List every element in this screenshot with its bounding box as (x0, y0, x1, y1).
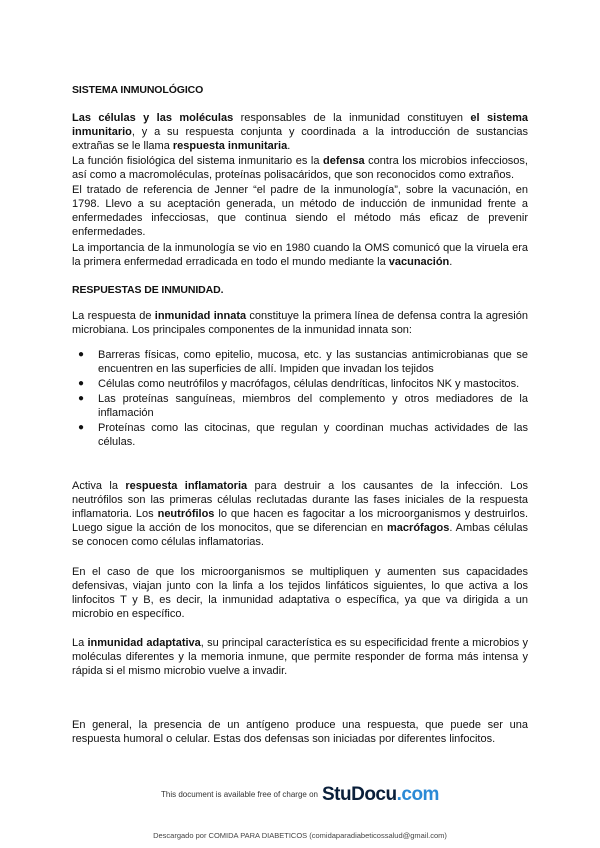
studocu-logo[interactable] (322, 784, 439, 805)
text-run: La (72, 637, 88, 649)
text-run: . (287, 140, 291, 152)
text-run: , y a su respuesta conjunta y coordinada a la introducción de sustancias extrañas se le llama (72, 126, 528, 152)
bold-term: neutrófilos (157, 508, 215, 520)
section-heading-respuestas: RESPUESTAS DE INMUNIDAD. (72, 284, 224, 296)
inflammatory-paragraph (72, 479, 528, 549)
list-item-text: Proteínas como las citocinas, que regulan y coordinan muchas actividades de las células. (98, 422, 528, 448)
text-run: lo que hacen es fagocitar a los microorganismos y destruirlos. Luego sigue la acción de los monocitos, que se diferencian en (72, 508, 529, 534)
logo-text: StuDocu (322, 784, 397, 805)
bold-term: inmunidad adaptativa (87, 637, 201, 649)
adaptive-paragraph (72, 636, 528, 678)
bullet-icon: ● (78, 378, 85, 389)
text-run: . (449, 256, 453, 268)
text-run: , su principal característica es su especificidad frente a microbios y moléculas diferentes y la memoria inmune, que permite responder de forma más intensa y rápida si el mismo microbio vuelve a invadir. (72, 637, 528, 677)
text-run: . Ambas células se conocen como células inflamatorias. (72, 522, 528, 548)
text-run: constituye la primera línea de defensa contra la agresión microbiana. Los principales componentes de la inmunidad innata son: (72, 310, 528, 336)
bold-term: el sistema inmunitario (72, 112, 528, 138)
bold-term: respuesta inflamatoria (125, 480, 248, 492)
list-item-text: Las proteínas sanguíneas, miembros del complemento y otros mediadores de la inflamación (98, 393, 528, 419)
bold-term: respuesta inmunitaria (172, 140, 288, 152)
innate-paragraph (72, 309, 528, 337)
logo-suffix: .com (396, 784, 439, 805)
bold-term: defensa (323, 155, 365, 167)
bold-term: macrófagos (387, 522, 450, 534)
text-run: Activa la (72, 480, 126, 492)
page-title: SISTEMA INMUNOLÓGICO (72, 84, 204, 96)
list-item-text: Células como neutrófilos y macrófagos, células dendríticas, linfocitos NK y mastocitos. (98, 378, 520, 390)
list-item (72, 421, 528, 449)
text-run: La respuesta de (72, 310, 155, 322)
list-item (72, 377, 528, 391)
studocu-footer (0, 784, 600, 806)
download-credit: Descargado por COMIDA PARA DIABETICOS (comidaparadiabeticossalud@gmail.com) (153, 831, 447, 840)
general-paragraph: En general, la presencia de un antígeno produce una respuesta, que puede ser una respuesta humoral o celular. Estas dos defensas son iniciadas por diferentes linfocitos. (72, 719, 528, 745)
text-run: para destruir a los causantes de la infección. Los neutrófilos son las primeras células reclutadas durante las fases iniciales de la respuesta inflamatoria. Los (72, 480, 528, 520)
availability-note: This document is available free of charge on (161, 790, 318, 799)
multiply-paragraph: En el caso de que los microorganismos se multipliquen y aumenten sus capacidades defensivas, viajan junto con la linfa a los tejidos linfáticos siguientes, lo que activa a los linfocitos T y B, es decir, la inmunidad adaptativa o específica, ya que va dirigida a un microbio en específico. (72, 566, 528, 620)
bullet-icon: ● (78, 393, 85, 404)
text-run: La importancia de la inmunología se vio en 1980 cuando la OMS comunicó que la viruela era la primera enfermedad erradicada en todo el mundo mediante la (72, 242, 528, 268)
bold-term: vacunación (388, 256, 450, 268)
list-item-text: Barreras físicas, como epitelio, mucosa, etc. y las sustancias antimicrobianas que se encuentren en las superficies de allí. Impiden que invadan los tejidos (98, 349, 528, 375)
innate-components-list (72, 348, 528, 450)
text-run: responsables de la inmunidad constituyen (233, 112, 471, 124)
list-item (72, 392, 528, 420)
bold-term: inmunidad innata (154, 310, 247, 322)
text-run: La función fisiológica del sistema inmunitario es la (72, 155, 324, 167)
intro-paragraph-2 (72, 154, 528, 182)
intro-paragraph-3: El tratado de referencia de Jenner “el padre de la inmunología”, sobre la vacunación, en 1798. Llevo a su aceptación generada, un método de inducción de inmunidad frente a enfermedades infecciosas, que continua siendo el método más eficaz de prevenir enfermedades. (72, 184, 528, 238)
text-run: contra los microbios infecciosos, así como a macromoléculas, proteínas polisacáridos, que son reconocidos como extraños. (72, 155, 528, 181)
intro-paragraph-1 (72, 111, 528, 153)
bullet-icon: ● (78, 349, 85, 360)
intro-paragraph-4 (72, 241, 528, 269)
bullet-icon: ● (78, 422, 85, 433)
list-item (72, 348, 528, 376)
bold-term: Las células y las moléculas (72, 112, 234, 124)
